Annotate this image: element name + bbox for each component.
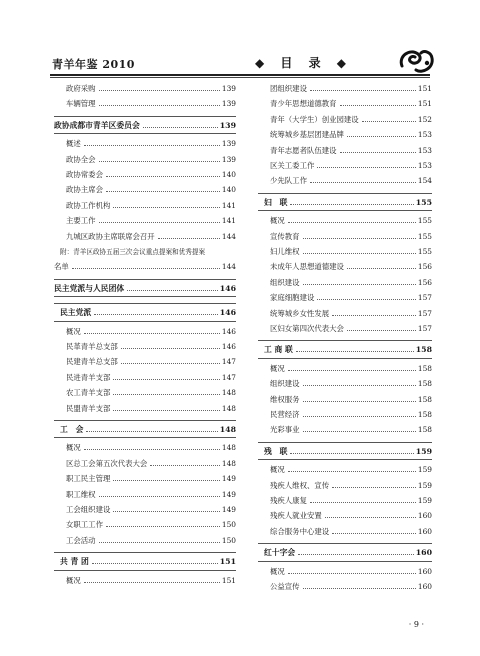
toc-entry-page: 146 (219, 308, 236, 318)
toc-entry-page: 139 (219, 120, 236, 130)
toc-entry[interactable] (54, 457, 236, 471)
section-divider (258, 561, 432, 562)
toc-entry-page: 156 (417, 277, 432, 287)
toc-section-entry[interactable] (54, 423, 236, 437)
dot-leader (106, 176, 220, 177)
dot-leader (99, 161, 220, 162)
toc-entry-page: 146 (221, 326, 236, 336)
toc-entry-page: 159 (417, 480, 432, 490)
toc-entry-page: 147 (221, 357, 236, 367)
dot-leader (290, 204, 413, 205)
dot-leader (158, 238, 220, 239)
dot-leader (99, 542, 220, 543)
toc-entry-page: 139 (221, 139, 236, 149)
toc-entry[interactable] (54, 371, 236, 385)
toc-entry[interactable] (54, 472, 236, 486)
toc-entry[interactable] (258, 565, 432, 579)
toc-entry-page: 149 (221, 505, 236, 514)
book-title: 青羊年鉴 2010 (52, 58, 135, 71)
toc-entry-label: 维权服务 (270, 394, 300, 404)
dot-leader (303, 431, 416, 432)
dot-leader (127, 290, 218, 291)
toc-entry-label: 主要工作 (66, 216, 96, 226)
toc-entry-label: 公益宣传 (270, 582, 300, 591)
toc-entry[interactable] (258, 423, 432, 437)
toc-entry-page: 151 (417, 99, 432, 109)
dot-leader (332, 533, 416, 534)
toc-entry[interactable] (258, 276, 432, 290)
toc-entry-page: 151 (219, 557, 236, 567)
toc-entry[interactable] (54, 214, 236, 228)
toc-entry[interactable] (54, 386, 236, 400)
toc-entry[interactable] (54, 355, 236, 369)
toc-entry[interactable] (258, 525, 432, 539)
toc-entry-page: 148 (221, 388, 236, 398)
toc-entry-page: 157 (417, 293, 432, 303)
toc-entry-page: 158 (417, 410, 432, 419)
dot-leader (99, 496, 220, 497)
toc-entry-label: 政府采购 (66, 84, 96, 93)
toc-entry-page: 155 (417, 247, 432, 256)
toc-entry-label: 概况 (66, 443, 81, 453)
dot-leader (332, 487, 416, 488)
toc-entry-label: 民营经济 (270, 410, 300, 419)
dot-leader (99, 105, 220, 106)
toc-entry-label: 概况 (66, 326, 81, 336)
toc-entry-label: 名单 (54, 262, 69, 272)
toc-entry-label: 少先队工作 (270, 176, 307, 186)
toc-entry[interactable] (54, 488, 236, 502)
toc-entry[interactable] (258, 509, 432, 523)
toc-entry-page: 141 (221, 200, 236, 210)
toc-entry[interactable] (258, 463, 432, 477)
dot-leader (99, 90, 220, 91)
toc-entry[interactable] (54, 402, 236, 416)
toc-entry-label: 职工民主管理 (66, 474, 111, 484)
toc-entry[interactable] (258, 580, 432, 594)
toc-entry[interactable] (258, 260, 432, 274)
page-header (50, 50, 430, 74)
toc-entry[interactable] (54, 441, 236, 455)
toc-section-entry[interactable] (258, 196, 432, 210)
toc-section-entry[interactable] (54, 306, 236, 320)
toc-entry-page: 157 (417, 308, 432, 318)
toc-entry-page: 147 (221, 372, 236, 382)
toc-entry[interactable] (258, 393, 432, 407)
dot-leader (84, 449, 220, 450)
toc-entry[interactable] (258, 159, 432, 173)
dot-leader (84, 582, 220, 583)
swirl-logo-icon (396, 44, 436, 78)
toc-entry[interactable] (258, 214, 432, 228)
toc-entry-label: 民盟青羊支部 (66, 403, 111, 413)
toc-entry-label: 光彩事业 (270, 425, 300, 435)
toc-entry-page: 149 (221, 489, 236, 499)
dot-leader (303, 284, 416, 285)
toc-entry-label: 区关工委工作 (270, 161, 315, 170)
dot-leader (84, 333, 220, 334)
toc-entry[interactable] (258, 494, 432, 508)
dot-leader (72, 268, 220, 269)
dot-leader (303, 401, 416, 402)
toc-entry-label: 宣传教育 (270, 231, 300, 241)
toc-entry-label: 概述 (66, 139, 81, 149)
toc-entry-page: 139 (221, 99, 236, 109)
toc-entry-label: 附：青羊区政协五届三次会议重点提案和优秀提案 (60, 248, 206, 256)
toc-entry-label: 区总工会第五次代表大会 (66, 458, 148, 468)
dot-leader (317, 167, 416, 168)
toc-entry-page: 155 (417, 231, 432, 241)
toc-section-entry[interactable] (258, 546, 432, 560)
dot-leader (303, 588, 416, 589)
section-divider (258, 210, 432, 211)
dot-leader (143, 127, 218, 128)
toc-entry-label: 概况 (270, 216, 285, 226)
toc-entry-page: 149 (221, 474, 236, 484)
toc-entry-label: 综合服务中心建设 (270, 526, 330, 536)
toc-entry-page: 155 (417, 216, 432, 226)
toc-entry-page: 159 (417, 465, 432, 475)
dot-leader (121, 348, 220, 349)
toc-entry-label: 统筹城乡基层团建品牌 (270, 130, 344, 140)
toc-entry-label: 统筹城乡女性发展 (270, 308, 330, 318)
dot-leader (347, 330, 416, 331)
toc-entry[interactable] (258, 408, 432, 422)
dot-leader (362, 121, 416, 122)
toc-section-entry[interactable] (54, 555, 236, 569)
toc-entry[interactable] (258, 245, 432, 259)
toc-entry-page: 150 (221, 535, 236, 545)
toc-entry-label: 工会组织建设 (66, 505, 111, 514)
toc-entry-page: 153 (417, 130, 432, 140)
toc-entry-label: 政协工作机构 (66, 200, 111, 210)
section-divider (258, 459, 432, 460)
section-divider (54, 552, 236, 553)
toc-entry[interactable] (258, 291, 432, 305)
toc-entry[interactable] (54, 325, 236, 339)
header-rule (50, 74, 430, 76)
dot-leader (310, 182, 416, 183)
section-divider (258, 358, 432, 359)
section-divider (54, 296, 236, 297)
toc-entry-page: 160 (415, 548, 432, 558)
toc-entry[interactable] (54, 260, 236, 274)
dot-leader (296, 351, 414, 352)
dot-leader (303, 416, 416, 417)
dot-leader (121, 363, 220, 364)
section-divider (54, 303, 236, 304)
dot-leader (94, 314, 218, 315)
toc-entry-label: 民革青羊总支部 (66, 342, 118, 351)
toc-entry-page: 160 (417, 566, 432, 576)
section-divider (54, 133, 236, 134)
toc-entry-page: 148 (219, 425, 236, 434)
toc-entry-label: 残 联 (264, 446, 288, 456)
dot-leader (347, 268, 416, 269)
toc-entry-label: 区妇女第四次代表大会 (270, 324, 344, 333)
dot-leader (288, 370, 416, 371)
toc-entry-label: 共 青 团 (60, 557, 89, 567)
dot-leader (288, 222, 416, 223)
dot-leader (317, 299, 416, 300)
dot-leader (113, 410, 220, 411)
toc-entry[interactable] (258, 113, 432, 127)
toc-entry-page: 153 (417, 161, 432, 170)
toc-entry-page: 155 (415, 197, 432, 207)
toc-entry-label: 女职工工作 (66, 520, 103, 530)
toc-entry-label: 未成年人思想道德建设 (270, 262, 344, 272)
toc-entry[interactable] (54, 137, 236, 151)
section-divider (54, 279, 236, 280)
toc-entry[interactable] (54, 518, 236, 532)
dot-leader (340, 152, 416, 153)
section-divider (54, 570, 236, 571)
toc-entry[interactable] (54, 503, 236, 517)
toc-entry-label: 农工青羊支部 (66, 388, 111, 398)
toc-entry-label: 民进青羊支部 (66, 372, 111, 382)
dot-leader (106, 526, 220, 527)
toc-entry-page: 146 (221, 342, 236, 351)
section-divider (54, 437, 236, 438)
toc-entry-page: 144 (221, 231, 236, 241)
toc-entry[interactable] (54, 230, 236, 244)
toc-entry-label: 工 商 联 (264, 345, 293, 355)
dot-leader (113, 207, 220, 208)
toc-entry-page: 144 (221, 262, 236, 272)
toc-entry-label: 概况 (270, 566, 285, 576)
toc-entry[interactable] (54, 534, 236, 548)
dot-leader (113, 511, 220, 512)
toc-entry-page: 140 (221, 170, 236, 179)
toc-entry-label: 职工维权 (66, 489, 96, 499)
toc-entry-page: 160 (417, 526, 432, 536)
toc-entry-label: 概况 (270, 363, 285, 373)
toc-entry[interactable] (258, 479, 432, 493)
dot-leader (303, 238, 416, 239)
section-title: ◆ 目 录 ◆ (255, 56, 352, 70)
toc-entry[interactable] (54, 340, 236, 354)
toc-entry-page: 152 (417, 114, 432, 124)
toc-entry-label: 工 会 (60, 425, 84, 434)
dot-leader (332, 315, 416, 316)
dot-leader (340, 105, 416, 106)
toc-entry[interactable] (258, 230, 432, 244)
toc-entry[interactable] (258, 144, 432, 158)
toc-entry-label: 残疾人就业安置 (270, 511, 322, 521)
toc-entry-label: 工会活动 (66, 535, 96, 545)
dot-leader (106, 191, 220, 192)
dot-leader (86, 431, 217, 432)
toc-entry-page: 157 (417, 324, 432, 333)
toc-entry-page: 148 (221, 458, 236, 468)
toc-entry-page: 154 (417, 176, 432, 186)
toc-section-entry[interactable] (258, 343, 432, 357)
toc-entry-page: 158 (417, 425, 432, 435)
dot-leader (99, 222, 220, 223)
dot-leader (113, 379, 220, 380)
toc-section-entry[interactable] (258, 445, 432, 459)
toc-entry[interactable] (258, 307, 432, 321)
toc-entry[interactable] (54, 82, 236, 96)
toc-entry[interactable] (54, 168, 236, 182)
toc-entry-label: 九城区政协主席联席会召开 (66, 231, 155, 241)
toc-entry-label: 残疾人维权、宣传 (270, 480, 330, 490)
toc-entry[interactable] (54, 574, 236, 588)
toc-entry[interactable] (258, 82, 432, 96)
toc-entry-label: 家庭细胞建设 (270, 293, 315, 303)
toc-entry-page: 148 (221, 443, 236, 453)
toc-entry-page: 158 (417, 363, 432, 373)
toc-entry-page: 139 (221, 154, 236, 164)
toc-entry-label: 妇儿维权 (270, 247, 300, 256)
toc-entry-label: 概况 (270, 465, 285, 475)
toc-entry-label: 青年志愿者队伍建设 (270, 145, 337, 155)
toc-entry[interactable] (54, 97, 236, 111)
dot-leader (92, 563, 218, 564)
toc-entry-page: 151 (221, 575, 236, 585)
toc-section-entry[interactable] (54, 119, 236, 133)
toc-entry[interactable] (54, 153, 236, 167)
toc-section-entry[interactable] (54, 282, 236, 296)
toc-entry-page: 159 (417, 496, 432, 505)
toc-entry-page: 156 (417, 262, 432, 272)
section-divider (54, 321, 236, 322)
dot-leader (298, 554, 414, 555)
toc-entry[interactable] (258, 128, 432, 142)
dot-leader (310, 502, 416, 503)
dot-leader (150, 465, 220, 466)
dot-leader (310, 90, 416, 91)
toc-entry-page: 151 (417, 84, 432, 93)
toc-entry-label: 政协全会 (66, 154, 96, 164)
toc-entry-label: 民主党派 (60, 308, 92, 318)
toc-entry[interactable] (258, 97, 432, 111)
toc-entry-page: 160 (417, 582, 432, 591)
dot-leader (325, 517, 416, 518)
dot-leader (347, 136, 416, 137)
dot-leader (113, 394, 220, 395)
toc-entry[interactable] (258, 174, 432, 188)
dot-leader (303, 385, 416, 386)
toc-entry-page: 146 (219, 283, 236, 293)
toc-entry-page: 159 (415, 446, 432, 456)
section-divider (258, 340, 432, 341)
toc-entry-label: 民建青羊总支部 (66, 357, 118, 367)
toc-entry-label: 残疾人康复 (270, 496, 307, 505)
toc-entry-label: 团组织建设 (270, 84, 307, 93)
toc-entry-label: 妇 联 (264, 197, 288, 207)
toc-entry[interactable] (54, 199, 236, 213)
header-rule-thin (50, 77, 430, 78)
toc-entry-page: 148 (221, 403, 236, 413)
toc-entry-label: 红十字会 (264, 548, 296, 558)
toc-entry[interactable] (258, 377, 432, 391)
toc-entry-page: 140 (221, 185, 236, 195)
toc-entry-label: 概况 (66, 575, 81, 585)
dot-leader (288, 573, 416, 574)
toc-entry-page: 153 (417, 145, 432, 155)
toc-entry-label: 车辆管理 (66, 99, 96, 109)
page-number: · 9 · (408, 620, 424, 629)
toc-entry-label: 青少年思想道德教育 (270, 99, 337, 109)
dot-leader (288, 471, 416, 472)
dot-leader (290, 453, 413, 454)
section-divider (258, 442, 432, 443)
toc-entry-label: 组织建设 (270, 379, 300, 389)
dot-leader (84, 145, 220, 146)
section-divider (258, 543, 432, 544)
toc-entry[interactable] (54, 245, 236, 259)
toc-entry-label: 民主党派与人民团体 (54, 283, 125, 293)
dot-leader (303, 253, 416, 254)
toc-entry-label: 政协成都市青羊区委员会 (54, 120, 140, 130)
section-divider (258, 193, 432, 194)
toc-entry-page: 139 (221, 84, 236, 93)
toc-entry-page: 158 (415, 345, 432, 355)
toc-entry-label: 政协常委会 (66, 170, 103, 179)
toc-entry-page: 160 (417, 511, 432, 521)
toc-entry-label: 政协主席会 (66, 185, 103, 195)
toc-entry[interactable] (258, 362, 432, 376)
toc-entry-label: 青年（大学生）创业园建设 (270, 114, 359, 124)
toc-entry-page: 141 (221, 216, 236, 226)
dot-leader (113, 480, 220, 481)
section-divider (54, 420, 236, 421)
toc-entry-label: 组织建设 (270, 277, 300, 287)
toc-entry-page: 158 (417, 394, 432, 404)
toc-entry-page: 158 (417, 379, 432, 389)
toc-entry-page: 150 (221, 520, 236, 530)
toc-entry[interactable] (54, 183, 236, 197)
toc-entry[interactable] (258, 322, 432, 336)
section-divider (54, 116, 236, 117)
